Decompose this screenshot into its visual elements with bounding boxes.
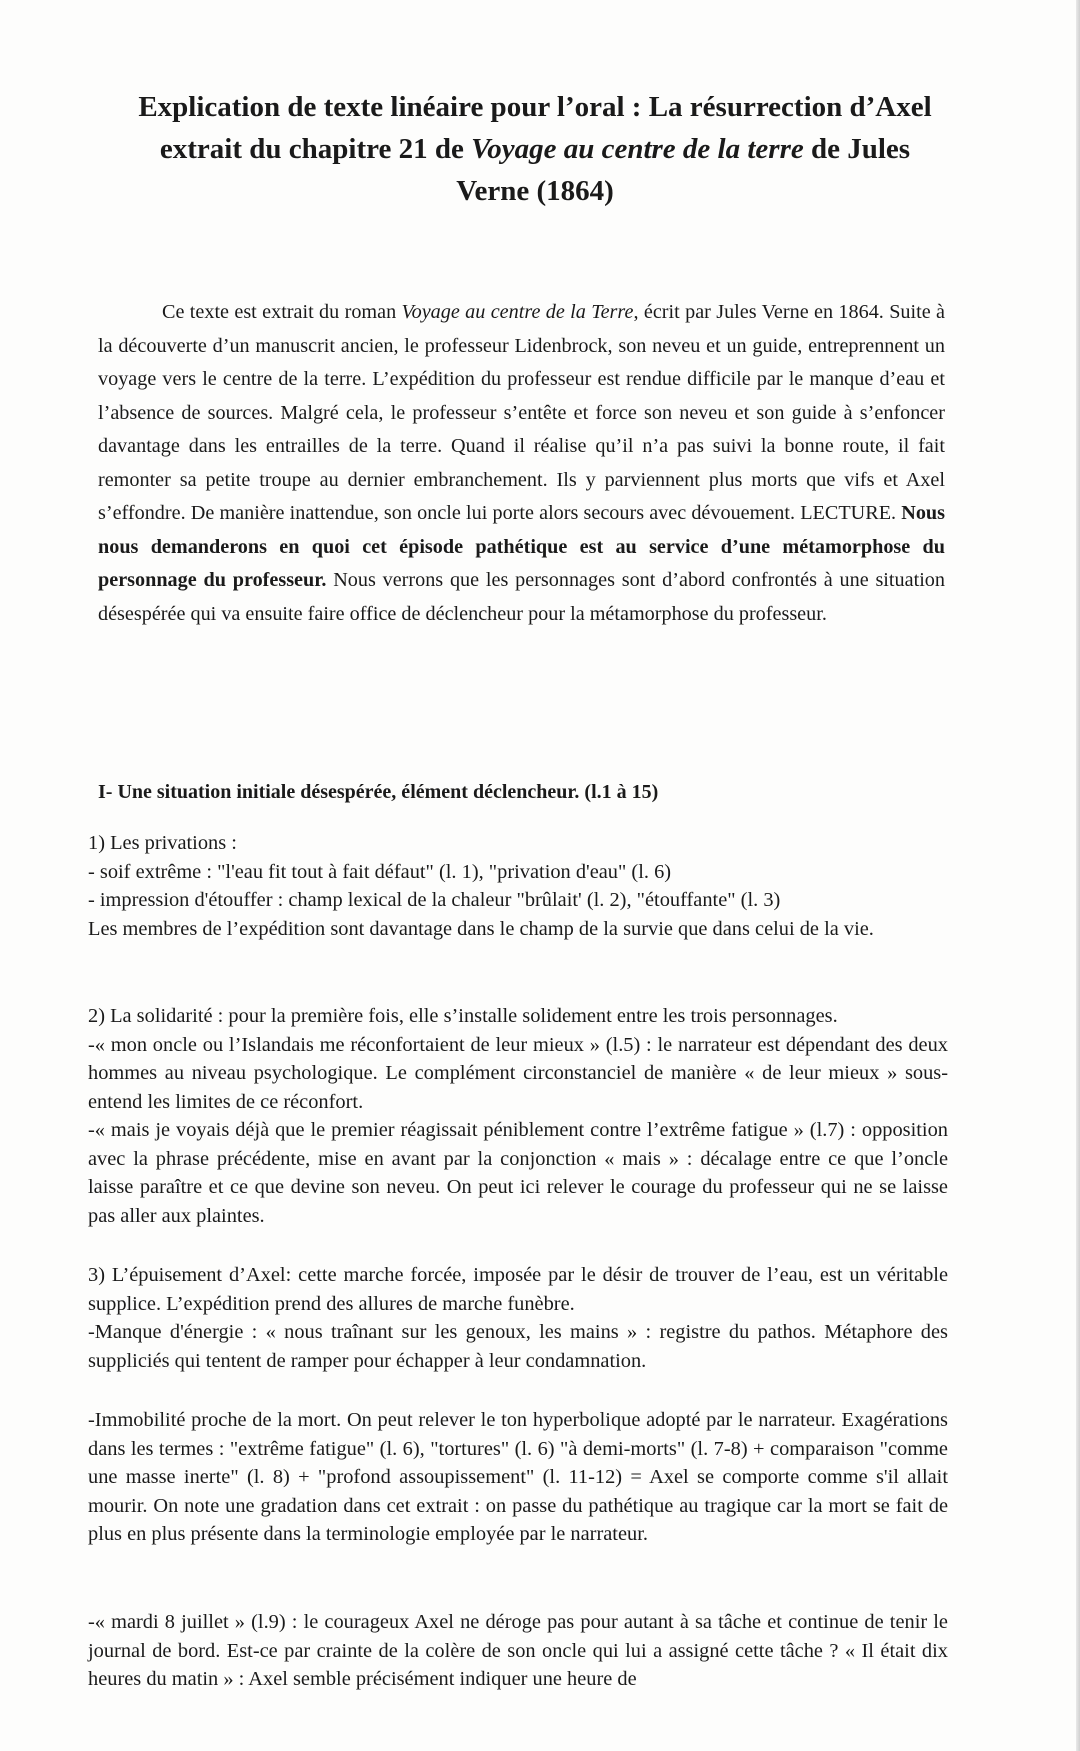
- privations-point-1: - soif extrême : "l'eau fit tout à fait défaut" (l. 1), "privation d'eau" (l. 6): [88, 860, 672, 883]
- epuisement-block: [88, 1261, 948, 1375]
- epuisement-point-1: -Manque d'énergie : « nous traînant sur les genoux, les mains » : registre du pathos. Métaphore des suppliciés qui tentent de ramper pour échapper à leur condamnation.: [88, 1321, 948, 1372]
- privations-title: 1) Les privations :: [88, 832, 237, 854]
- solidarite-title: 2) La solidarité : pour la première fois, elle s’installe solidement entre les trois personnages.: [88, 1005, 838, 1027]
- intro-part-3: Nous verrons que les personnages sont d’abord confrontés à une situation désespérée qui va ensuite faire office de déclencheur pour la métamorphose du professeur.: [98, 569, 945, 625]
- title-line-1: Explication de texte linéaire pour l’oral : La résurrection d’Axel: [138, 91, 932, 123]
- section-1-heading: I- Une situation initiale désespérée, élément déclencheur. (l.1 à 15): [98, 781, 659, 803]
- epuisement-block-2: [88, 1406, 948, 1549]
- title-line-2-end: de Jules: [803, 133, 911, 165]
- intro-book-title: Voyage au centre de la Terre: [401, 301, 634, 323]
- solidarite-block: [88, 1002, 948, 1230]
- page-edge-shadow: [1076, 0, 1080, 1751]
- solidarite-point-1: -« mon oncle ou l’Islandais me réconfortaient de leur mieux » (l.5) : le narrateur est dépendant des deux hommes au niveau psychologique. Le complément circonstanciel de manière « de leur mieux » sous-entend les limites de ce réconfort.: [88, 1033, 948, 1113]
- document-title: [95, 86, 975, 212]
- epuisement-title: 3) L’épuisement d’Axel: cette marche forcée, imposée par le désir de trouver de l’eau, est un véritable supplice. L’expédition prend des allures de marche funèbre.: [88, 1264, 948, 1315]
- epuisement-block-3: [88, 1608, 948, 1694]
- privations-conclusion: Les membres de l’expédition sont davantage dans le champ de la survie que dans celui de la vie.: [88, 917, 874, 940]
- title-line-3: Verne (1864): [456, 175, 614, 207]
- title-line-2-start: extrait du chapitre 21 de: [159, 133, 472, 165]
- intro-problematique: Nous nous demanderons en quoi cet épisode pathétique est au service d’une métamorphose du personnage du professeur.: [98, 502, 945, 591]
- epuisement-point-2: -Immobilité proche de la mort. On peut relever le ton hyperbolique adopté par le narrateur. Exagérations dans les termes : "extrême fatigue" (l. 6), "tortures" (l. 6) "à demi-morts" (l. 7-8) + comparaison "comme une masse inerte" (l. 8) + "profond assoupissement" (l. 11-12) = Axel se comporte comme s'il allait mourir. On note une gradation dans cet extrait : on passe du pathétique au tragique car la mort se fait de plus en plus présente dans la terminologie employée par le narrateur.: [88, 1409, 948, 1545]
- privations-point-2: - impression d'étouffer : champ lexical de la chaleur "brûlait' (l. 2), "étouffante" (l. 3): [88, 889, 781, 911]
- solidarite-point-2: -« mais je voyais déjà que le premier réagissait péniblement contre l’extrême fatigue » (l.7) : opposition avec la phrase précédente, mise en avant par la conjonction « mais » : décalage entre ce que l’oncle laisse paraître et ce que devine son neveu. On peut ici relever le courage du professeur qui ne se laisse pas aller aux plaintes.: [88, 1119, 948, 1227]
- intro-part-2: , écrit par Jules Verne en 1864. Suite à la découverte d’un manuscrit ancien, le professeur Lidenbrock, son neveu et un guide, entreprennent un voyage vers le centre de la terre. L’expédition du professeur est rendue difficile par le manque d’eau et l’absence de sources. Malgré cela, le professeur s’entête et force son neveu et son guide à s’enfoncer davantage dans les entrailles de la terre. Quand il réalise qu’il n’a pas suivi la bonne route, il fait remonter sa petite troupe au dernier embranchement. Ils y parviennent plus morts que vifs et Axel s’effondre. De manière inattendue, son oncle lui porte alors secours avec dévouement. LECTURE.: [98, 301, 946, 524]
- introduction-paragraph: [98, 296, 945, 631]
- privations-block: [88, 829, 948, 943]
- title-line-2: [95, 128, 975, 170]
- epuisement-point-3: -« mardi 8 juillet » (l.9) : le courageux Axel ne déroge pas pour autant à sa tâche et continue de tenir le journal de bord. Est-ce par crainte de la colère de son oncle qui lui a assigné cette tâche ? « Il était dix heures du matin » : Axel semble précisément indiquer une heure de: [88, 1611, 948, 1690]
- intro-part-1: Ce texte est extrait du roman: [162, 301, 402, 323]
- title-book-name: Voyage au centre de la terre: [471, 133, 804, 165]
